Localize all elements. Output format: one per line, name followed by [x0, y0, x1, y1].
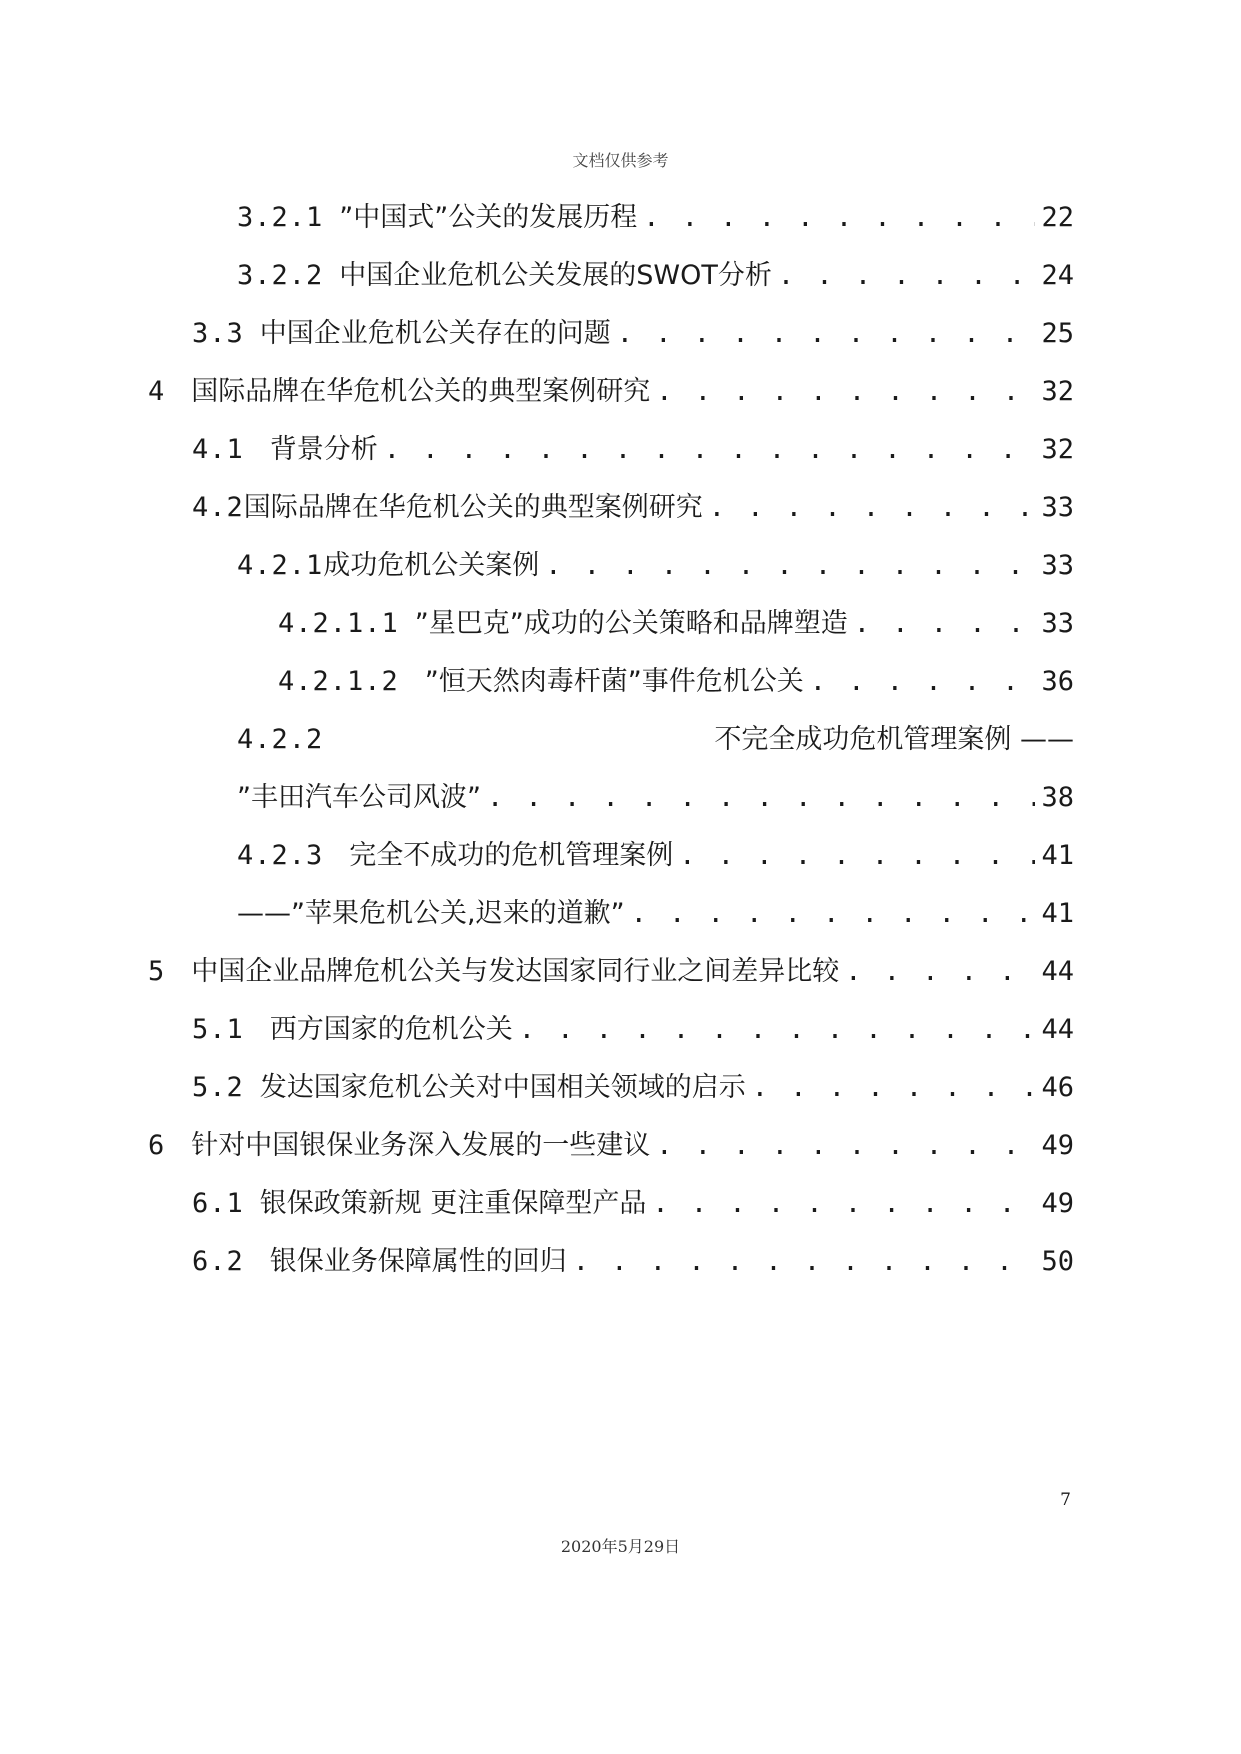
- toc-entry-title: 国际品牌在华危机公关的典型案例研究: [191, 376, 651, 407]
- dot-leader: [854, 604, 1036, 644]
- dot-leader: [845, 952, 1035, 992]
- dot-leader: [617, 314, 1036, 354]
- toc-entry[interactable]: [237, 546, 1074, 586]
- toc-entry-title: ——”苹果危机公关,迟来的道歉”: [237, 898, 625, 929]
- toc-entry-title: 银保政策新规 更注重保障型产品: [259, 1188, 647, 1219]
- toc-entry[interactable]: [192, 1068, 1074, 1108]
- toc-entry[interactable]: [237, 720, 1074, 760]
- dot-leader: [643, 198, 1035, 238]
- toc-entry[interactable]: [148, 952, 1074, 992]
- toc-entry-title: 发达国家危机公关对中国相关领域的启示: [259, 1072, 746, 1103]
- toc-entry-number: 4.2: [192, 492, 244, 523]
- toc-entry-title: 中国企业品牌危机公关与发达国家同行业之间差异比较: [191, 956, 840, 987]
- toc-entry-number: 6.1: [192, 1188, 244, 1219]
- toc-entry-page: 41: [1041, 840, 1074, 871]
- toc-entry-number: 4.2.2: [237, 724, 324, 755]
- toc-entry-number: 4.2.3: [237, 840, 324, 871]
- dot-leader: [384, 430, 1036, 470]
- document-footer: 2020年5月29日: [560, 1537, 681, 1556]
- toc-entry-page: 33: [1041, 608, 1074, 639]
- toc-entry-page: 36: [1041, 666, 1074, 697]
- toc-entry-number: 4.2.1.2: [278, 666, 399, 697]
- toc-entry-continuation[interactable]: [237, 778, 1074, 818]
- toc-entry-number: 3.2.1: [237, 202, 324, 233]
- toc-entry[interactable]: [148, 372, 1074, 412]
- dot-leader: [652, 1184, 1035, 1224]
- dot-leader: [656, 1126, 1035, 1166]
- dot-leader: [709, 488, 1036, 528]
- toc-entry-page: 24: [1041, 260, 1074, 291]
- toc-entry-page: 41: [1041, 898, 1074, 929]
- toc-entry-number: 4.1: [192, 434, 244, 465]
- toc-entry-number: 5.1: [192, 1014, 244, 1045]
- toc-entry[interactable]: [237, 836, 1074, 876]
- toc-entry-number: 4.2.1: [237, 550, 324, 581]
- document-header: 文档仅供参考: [572, 151, 669, 170]
- page-number: 7: [1060, 1490, 1071, 1510]
- toc-entry-title: 完全不成功的危机管理案例: [349, 840, 674, 871]
- toc-entry-number: 3.2.2: [237, 260, 324, 291]
- toc-entry[interactable]: [192, 430, 1074, 470]
- toc-entry-number: 5: [148, 956, 166, 987]
- toc-entry[interactable]: [237, 198, 1074, 238]
- toc-entry-page: 50: [1041, 1246, 1074, 1277]
- dot-leader: [631, 894, 1036, 934]
- toc-entry-title: 中国企业危机公关存在的问题: [259, 318, 611, 349]
- dot-leader: [679, 836, 1035, 876]
- toc-entry-number: 4: [148, 376, 166, 407]
- toc-entry-number: 5.2: [192, 1072, 244, 1103]
- toc-entry-title: 背景分析: [269, 434, 378, 465]
- toc-entry-title: ”中国式”公关的发展历程: [339, 202, 638, 233]
- dot-leader: [752, 1068, 1036, 1108]
- toc-entry-title: ”恒天然肉毒杆菌”事件危机公关: [424, 666, 804, 697]
- dot-leader: [810, 662, 1036, 702]
- toc-entry[interactable]: [278, 604, 1074, 644]
- toc-entry-page: 38: [1041, 782, 1074, 813]
- toc-entry[interactable]: [192, 314, 1074, 354]
- toc-entry[interactable]: [192, 488, 1074, 528]
- toc-entry-page: 49: [1041, 1188, 1074, 1219]
- toc-entry-title: 银保业务保障属性的回归: [269, 1246, 567, 1277]
- toc-entry-title: 国际品牌在华危机公关的典型案例研究: [243, 492, 703, 523]
- toc-entry-number: 3.3: [192, 318, 244, 349]
- toc-entry-page: 49: [1041, 1130, 1074, 1161]
- dot-leader: [545, 546, 1035, 586]
- toc-entry-page: 32: [1041, 434, 1074, 465]
- toc-entry[interactable]: [148, 1126, 1074, 1166]
- toc-entry-number: 6: [148, 1130, 166, 1161]
- toc-entry[interactable]: [192, 1184, 1074, 1224]
- toc-entry[interactable]: [192, 1242, 1074, 1282]
- toc-entry-page: 44: [1041, 1014, 1074, 1045]
- dot-leader: [778, 256, 1036, 296]
- dot-leader: [487, 778, 1036, 818]
- toc-entry-page: 25: [1041, 318, 1074, 349]
- toc-entry-title: ”丰田汽车公司风波”: [237, 782, 481, 813]
- toc-entry-title: 西方国家的危机公关: [269, 1014, 513, 1045]
- toc-entry-page: 44: [1041, 956, 1074, 987]
- toc-entry-page: 33: [1041, 550, 1074, 581]
- toc-entry-title: 中国企业危机公关发展的SWOT分析: [339, 260, 772, 291]
- toc-entry-title: 不完全成功危机管理案例 ——: [714, 724, 1074, 755]
- dot-leader: [519, 1010, 1036, 1050]
- toc-entry-title: 成功危机公关案例: [323, 550, 540, 581]
- toc-entry-page: 22: [1041, 202, 1074, 233]
- toc-entry[interactable]: [237, 256, 1074, 296]
- toc-entry-title: ”星巴克”成功的公关策略和品牌塑造: [414, 608, 848, 639]
- toc-entry-page: 32: [1041, 376, 1074, 407]
- toc-entry-number: 6.2: [192, 1246, 244, 1277]
- toc-entry-title: 针对中国银保业务深入发展的一些建议: [191, 1130, 651, 1161]
- toc-entry-page: 33: [1041, 492, 1074, 523]
- dot-leader: [573, 1242, 1036, 1282]
- toc-entry-number: 4.2.1.1: [278, 608, 399, 639]
- toc-entry-continuation[interactable]: [237, 894, 1074, 934]
- dot-leader: [656, 372, 1035, 412]
- toc-entry[interactable]: [278, 662, 1074, 702]
- toc-entry[interactable]: [192, 1010, 1074, 1050]
- toc-entry-page: 46: [1041, 1072, 1074, 1103]
